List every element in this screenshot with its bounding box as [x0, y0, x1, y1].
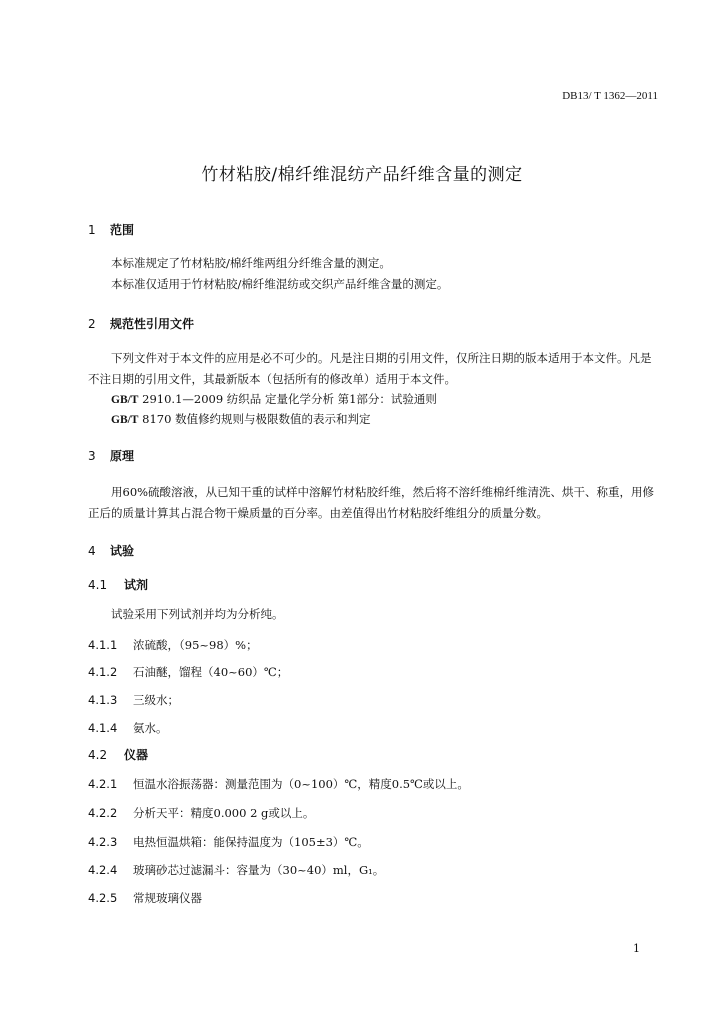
section-title: 原理 [110, 449, 135, 463]
list-item: 4.2.4 玻璃砂芯过滤漏斗：容量为（30~40）ml，G₁。 [88, 863, 385, 877]
standard-code: DB13/ T 1362—2011 [562, 90, 658, 102]
scope-paragraph-2: 本标准仅适用于竹材粘胶/棉纤维混纺或交织产品纤维含量的测定。 [111, 277, 449, 291]
reagents-intro: 试验采用下列试剂并均为分析纯。 [111, 607, 284, 621]
normative-references-paragraph: 下列文件对于本文件的应用是必不可少的。凡是注日期的引用文件，仅所注日期的版本适用于本文件。凡是不注日期的引用文件，其最新版本（包括所有的修改单）适用于本文件。 [88, 351, 652, 386]
list-item: 4.2.2 分析天平：精度0.000 2 g或以上。 [88, 806, 315, 820]
section-title: 范围 [110, 223, 135, 237]
reference-code: GB/T [111, 414, 139, 426]
document-title: 竹材粘胶/棉纤维混纺产品纤维含量的测定 [201, 165, 523, 185]
list-item: 4.2.1 恒温水浴振荡器：测量范围为（0~100）℃，精度0.5℃或以上。 [88, 777, 469, 791]
list-item: 4.2.3 电热恒温烘箱：能保持温度为（105±3）℃。 [88, 835, 369, 849]
section-heading-3 [88, 447, 134, 464]
subsection-title: 试剂 [124, 578, 149, 592]
list-item: 4.2.5 常规玻璃仪器 [88, 891, 202, 905]
section-number: 4 [88, 544, 96, 558]
section-heading-4 [88, 542, 134, 559]
principle-paragraph: 用60%硫酸溶液，从已知干重的试样中溶解竹材粘胶纤维，然后将不溶纤维棉纤维清洗、烘干、称重，用修正后的质量计算其占混合物干燥质量的百分率。由差值得出竹材粘胶纤维组分的质量分数。 [88, 485, 655, 520]
subsection-title: 仪器 [124, 748, 149, 762]
section-heading-1 [88, 221, 134, 238]
section-title: 试验 [110, 544, 135, 558]
list-item: 4.1.1 浓硫酸，（95~98）%； [88, 638, 258, 652]
reference-text: 2910.1—2009 纺织品 定量化学分析 第1部分：试验通则 [142, 392, 437, 406]
section-heading-2 [88, 315, 194, 332]
section-title: 规范性引用文件 [110, 317, 195, 331]
list-item: 4.1.2 石油醚，馏程（40~60）℃； [88, 665, 289, 679]
section-number: 1 [88, 223, 96, 237]
list-item: 4.1.3 三级水； [88, 693, 179, 707]
section-number: 3 [88, 449, 96, 463]
reference-code: GB/T [111, 394, 139, 406]
scope-paragraph-1: 本标准规定了竹材粘胶/棉纤维两组分纤维含量的测定。 [111, 256, 391, 270]
subsection-heading-4-1 [88, 576, 148, 593]
subsection-number: 4.1 [88, 578, 108, 592]
subsection-number: 4.2 [88, 748, 108, 762]
reference-text: 8170 数值修约规则与极限数值的表示和判定 [142, 412, 371, 426]
subsection-heading-4-2 [88, 746, 148, 763]
page-number: 1 [633, 942, 640, 955]
list-item: 4.1.4 氨水。 [88, 721, 168, 735]
section-number: 2 [88, 317, 96, 331]
reference-item-1 [111, 391, 437, 407]
reference-item-2 [111, 411, 371, 427]
